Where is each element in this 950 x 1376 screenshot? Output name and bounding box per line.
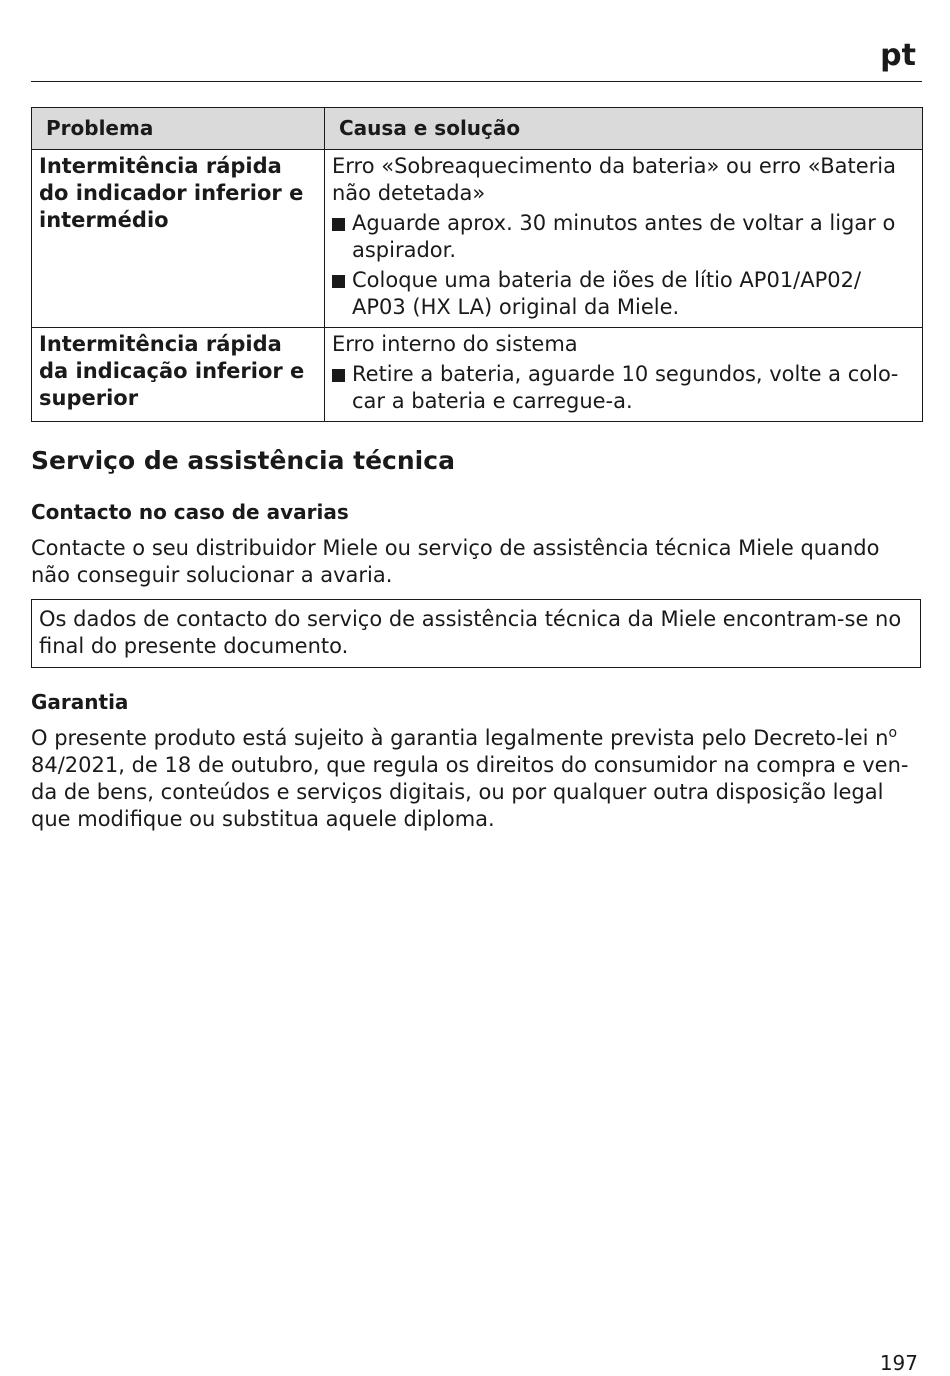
language-code: pt: [880, 38, 916, 73]
warranty-paragraph: [31, 725, 919, 833]
table-row: [32, 150, 923, 328]
warranty-text-part-1: O presente produto está sujeito à garantia legalmente prevista pelo Decreto-lei n: [31, 726, 889, 750]
table-row: [32, 328, 923, 422]
contact-heading: Contacto no caso de avarias: [31, 500, 349, 524]
service-section-title: [31, 445, 919, 477]
column-header-problem: Problema: [32, 108, 325, 150]
cause-text: Erro «Sobreaquecimento da bateria» ou erro «Bateria não detetada»: [332, 154, 896, 205]
section-heading: Serviço de assistência técnica: [31, 446, 455, 475]
warranty-text-part-2: 84/2021, de 18 de outubro, que regula os direitos do consumidor na compra e venda de bens, conteúdos e serviços digitais, ou por qualquer outra disposição legal que modifique ou substitua aquele diploma.: [31, 753, 909, 831]
cause-text: Erro interno do sistema: [332, 332, 578, 356]
info-note-box: Os dados de contacto do serviço de assistência técnica da Miele encontram-se no final do presente documento.: [31, 599, 921, 668]
troubleshooting-table: [31, 107, 923, 422]
list-item: Retire a bateria, aguarde 10 segundos, volte a colocar a bateria e carregue-a.: [332, 361, 914, 415]
warranty-heading: Garantia: [31, 690, 129, 714]
list-item: Aguarde aprox. 30 minutos antes de voltar a ligar o aspirador.: [332, 210, 914, 264]
page-number: 197: [879, 1351, 918, 1375]
contact-block: [31, 498, 919, 589]
column-header-cause: Causa e solução: [325, 108, 923, 150]
superscript-o: o: [888, 725, 898, 741]
problem-cell: Intermitência rápida do indicador inferior e intermédio: [32, 150, 325, 328]
problem-cell: Intermitência rápida da indicação inferior e superior: [32, 328, 325, 422]
warranty-block: [31, 688, 919, 833]
contact-paragraph: Contacte o seu distribuidor Miele ou serviço de assistência técnica Miele quando não conseguir solucionar a avaria.: [31, 536, 880, 587]
cause-cell: [325, 328, 923, 422]
table-header-row: [32, 108, 923, 150]
list-item: Coloque uma bateria de iões de lítio AP01/AP02/​AP03 (HX LA) original da Miele.: [332, 267, 914, 321]
header-rule: [31, 81, 922, 82]
cause-cell: [325, 150, 923, 328]
